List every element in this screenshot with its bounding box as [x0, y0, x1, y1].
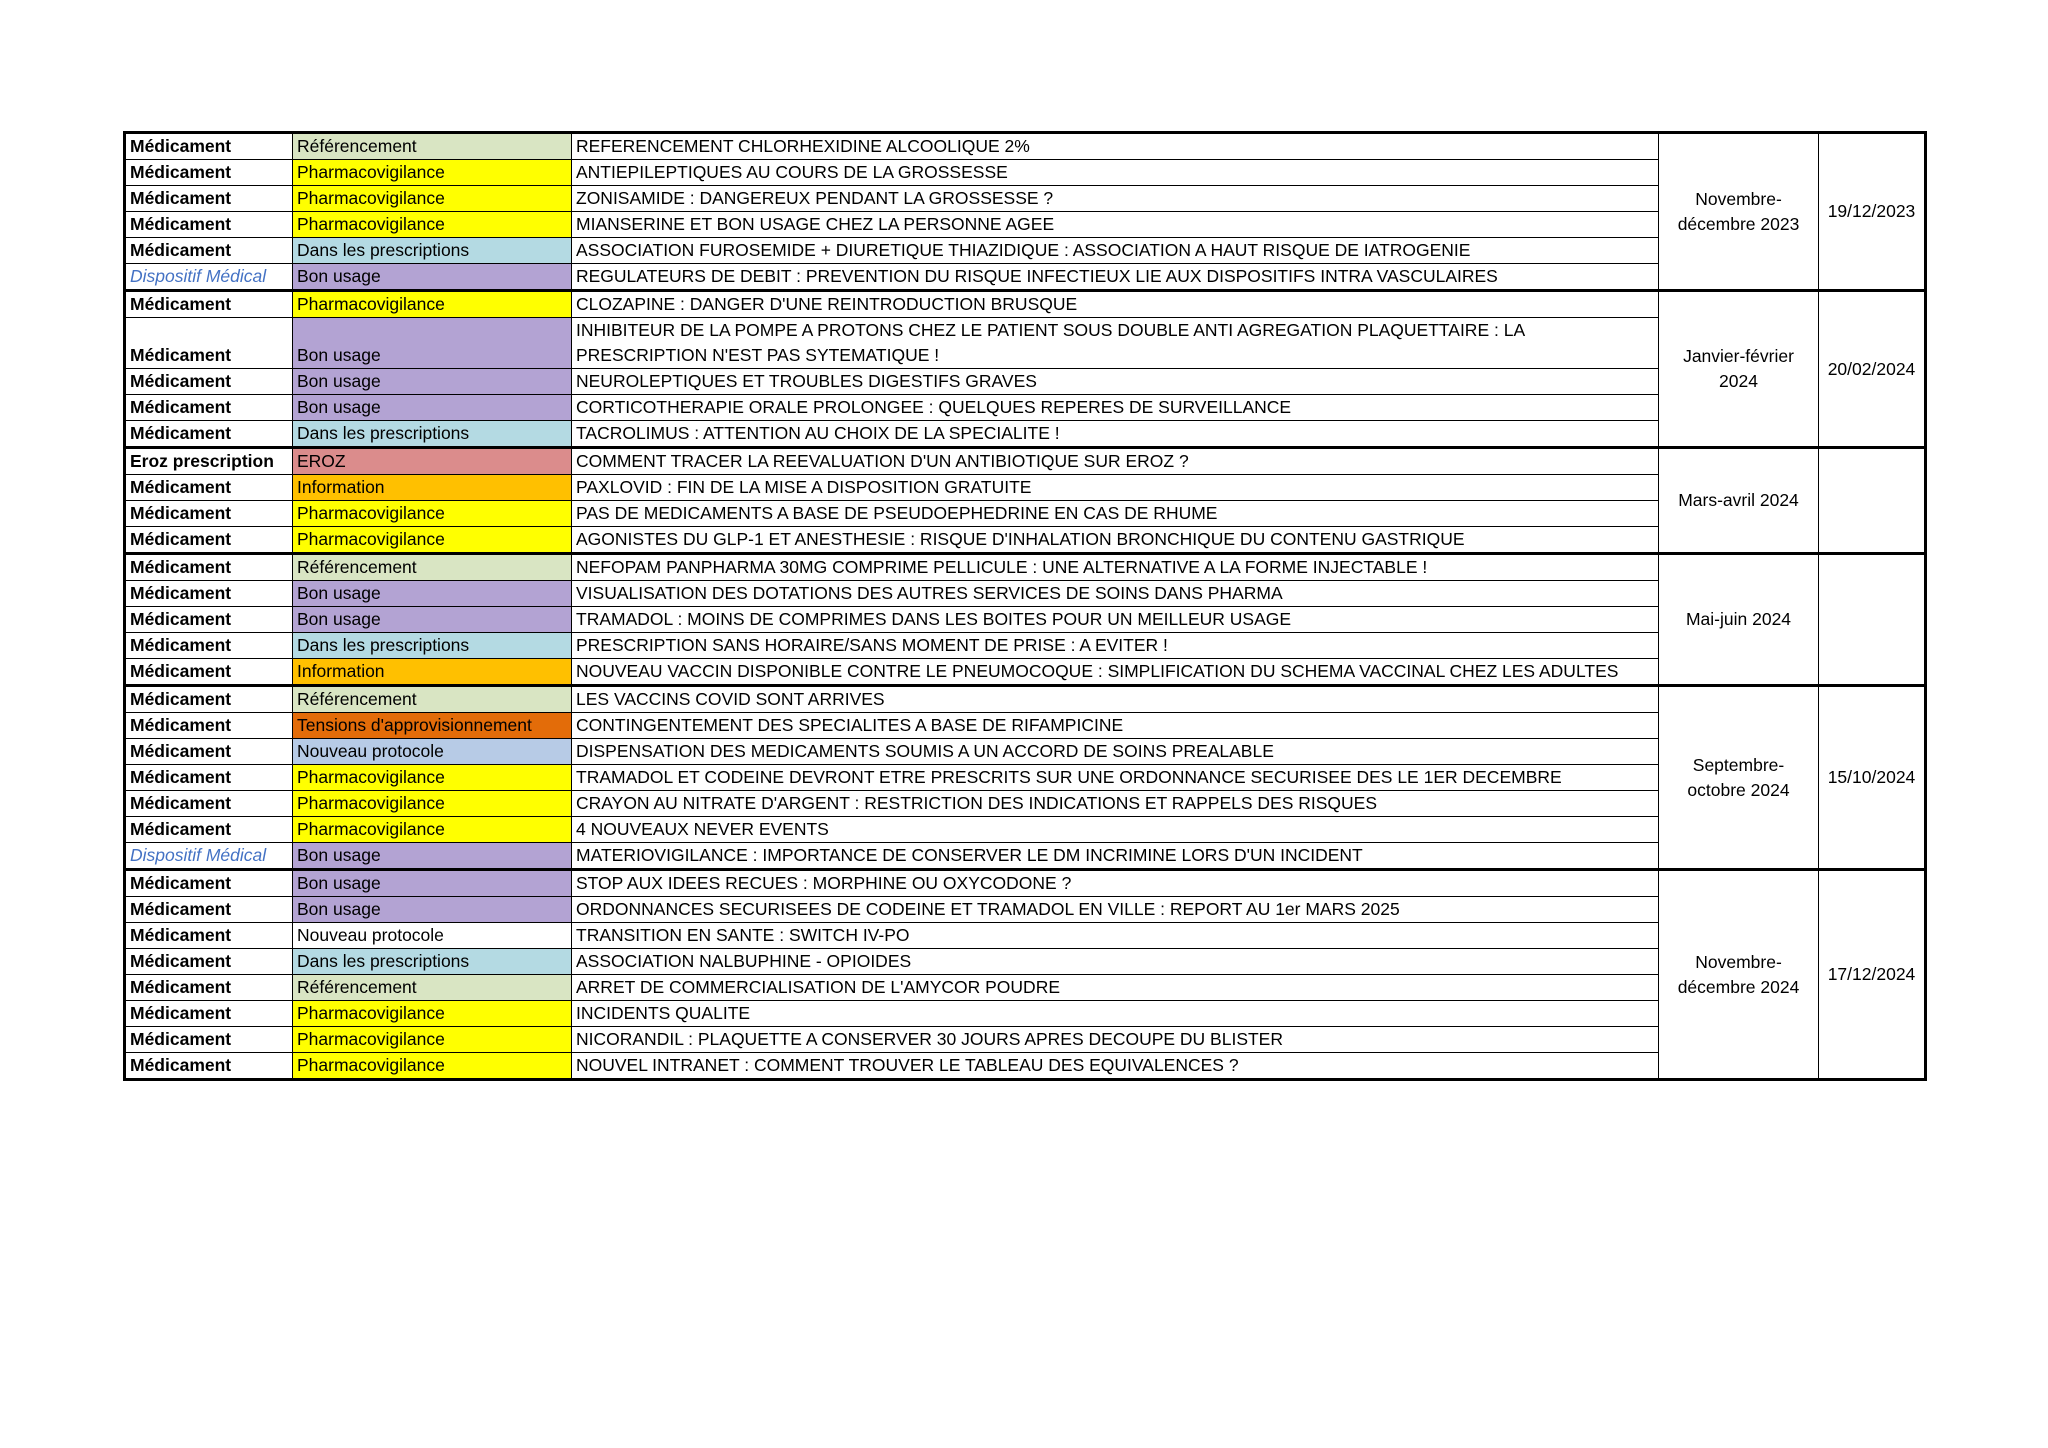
title-cell: INCIDENTS QUALITE — [572, 1001, 1659, 1027]
title-cell: AGONISTES DU GLP-1 ET ANESTHESIE : RISQUE D'INHALATION BRONCHIQUE DU CONTENU GASTRIQUE — [572, 527, 1659, 554]
table-row — [125, 318, 1926, 369]
type-cell: Médicament — [125, 791, 293, 817]
category-cell: Pharmacovigilance — [293, 791, 572, 817]
category-cell: Bon usage — [293, 395, 572, 421]
type-cell: Médicament — [125, 475, 293, 501]
title-cell: ASSOCIATION FUROSEMIDE + DIURETIQUE THIAZIDIQUE : ASSOCIATION A HAUT RISQUE DE IATROGENIE — [572, 238, 1659, 264]
category-cell: Pharmacovigilance — [293, 501, 572, 527]
table-row — [125, 238, 1926, 264]
category-cell: Bon usage — [293, 843, 572, 870]
category-cell: Bon usage — [293, 264, 572, 291]
category-cell: Pharmacovigilance — [293, 1053, 572, 1080]
type-cell: Médicament — [125, 949, 293, 975]
title-cell: TRAMADOL : MOINS DE COMPRIMES DANS LES BOITES POUR UN MEILLEUR USAGE — [572, 607, 1659, 633]
category-cell: Pharmacovigilance — [293, 291, 572, 318]
title-cell: INHIBITEUR DE LA POMPE A PROTONS CHEZ LE PATIENT SOUS DOUBLE ANTI AGREGATION PLAQUETTAIRE : LA PRESCRIPTION N'EST PAS SYTEMATIQUE ! — [572, 318, 1659, 369]
date-cell: 20/02/2024 — [1819, 291, 1926, 448]
type-cell: Médicament — [125, 659, 293, 686]
table-row — [125, 659, 1926, 686]
type-cell: Médicament — [125, 817, 293, 843]
table-row — [125, 1001, 1926, 1027]
table-row — [125, 949, 1926, 975]
table-row — [125, 160, 1926, 186]
table-row — [125, 1053, 1926, 1080]
type-cell: Médicament — [125, 212, 293, 238]
type-cell: Médicament — [125, 527, 293, 554]
type-cell: Médicament — [125, 238, 293, 264]
title-cell: NICORANDIL : PLAQUETTE A CONSERVER 30 JOURS APRES DECOUPE DU BLISTER — [572, 1027, 1659, 1053]
period-cell: Mars-avril 2024 — [1659, 448, 1819, 554]
date-cell — [1819, 448, 1926, 554]
type-cell: Eroz prescription — [125, 448, 293, 475]
table-row — [125, 1027, 1926, 1053]
title-cell: ANTIEPILEPTIQUES AU COURS DE LA GROSSESSE — [572, 160, 1659, 186]
category-cell: Nouveau protocole — [293, 739, 572, 765]
category-cell: Bon usage — [293, 581, 572, 607]
title-cell: MATERIOVIGILANCE : IMPORTANCE DE CONSERVER LE DM INCRIMINE LORS D'UN INCIDENT — [572, 843, 1659, 870]
type-cell: Médicament — [125, 765, 293, 791]
table-row — [125, 923, 1926, 949]
title-cell: STOP AUX IDEES RECUES : MORPHINE OU OXYCODONE ? — [572, 870, 1659, 897]
category-cell: Pharmacovigilance — [293, 1027, 572, 1053]
category-cell: Référencement — [293, 686, 572, 713]
period-cell: Janvier-février 2024 — [1659, 291, 1819, 448]
table-row — [125, 897, 1926, 923]
category-cell: Dans les prescriptions — [293, 949, 572, 975]
table-row — [125, 264, 1926, 291]
title-cell: VISUALISATION DES DOTATIONS DES AUTRES SERVICES DE SOINS DANS PHARMA — [572, 581, 1659, 607]
date-cell — [1819, 554, 1926, 686]
category-cell: Bon usage — [293, 870, 572, 897]
type-cell: Médicament — [125, 395, 293, 421]
table-row — [125, 791, 1926, 817]
title-cell: DISPENSATION DES MEDICAMENTS SOUMIS A UN ACCORD DE SOINS PREALABLE — [572, 739, 1659, 765]
category-cell: Bon usage — [293, 318, 572, 369]
table-row — [125, 739, 1926, 765]
title-cell: PRESCRIPTION SANS HORAIRE/SANS MOMENT DE PRISE : A EVITER ! — [572, 633, 1659, 659]
title-cell: LES VACCINS COVID SONT ARRIVES — [572, 686, 1659, 713]
table-row — [125, 212, 1926, 238]
table-row — [125, 633, 1926, 659]
title-cell: MIANSERINE ET BON USAGE CHEZ LA PERSONNE AGEE — [572, 212, 1659, 238]
table-row — [125, 527, 1926, 554]
table-row — [125, 686, 1926, 713]
table-row — [125, 581, 1926, 607]
type-cell: Médicament — [125, 897, 293, 923]
type-cell: Médicament — [125, 739, 293, 765]
type-cell: Médicament — [125, 291, 293, 318]
category-cell: Pharmacovigilance — [293, 527, 572, 554]
table-row — [125, 843, 1926, 870]
category-cell: Dans les prescriptions — [293, 421, 572, 448]
title-cell: ASSOCIATION NALBUPHINE - OPIOIDES — [572, 949, 1659, 975]
type-cell: Médicament — [125, 421, 293, 448]
category-cell: Pharmacovigilance — [293, 1001, 572, 1027]
period-cell: Novembre- décembre 2024 — [1659, 870, 1819, 1080]
table-row — [125, 765, 1926, 791]
category-cell: Nouveau protocole — [293, 923, 572, 949]
type-cell: Médicament — [125, 923, 293, 949]
title-cell: ARRET DE COMMERCIALISATION DE L'AMYCOR POUDRE — [572, 975, 1659, 1001]
category-cell: Pharmacovigilance — [293, 212, 572, 238]
type-cell: Médicament — [125, 318, 293, 369]
type-cell: Médicament — [125, 633, 293, 659]
title-cell: REFERENCEMENT CHLORHEXIDINE ALCOOLIQUE 2% — [572, 133, 1659, 160]
category-cell: Tensions d'approvisionnement — [293, 713, 572, 739]
period-cell: Novembre- décembre 2023 — [1659, 133, 1819, 291]
type-cell: Médicament — [125, 607, 293, 633]
title-cell: CONTINGENTEMENT DES SPECIALITES A BASE DE RIFAMPICINE — [572, 713, 1659, 739]
title-cell: CLOZAPINE : DANGER D'UNE REINTRODUCTION BRUSQUE — [572, 291, 1659, 318]
category-cell: Information — [293, 475, 572, 501]
type-cell: Médicament — [125, 186, 293, 212]
table-row — [125, 554, 1926, 581]
type-cell: Médicament — [125, 133, 293, 160]
type-cell: Médicament — [125, 160, 293, 186]
table-row — [125, 186, 1926, 212]
type-cell: Médicament — [125, 501, 293, 527]
title-cell: TRANSITION EN SANTE : SWITCH IV-PO — [572, 923, 1659, 949]
table-row — [125, 870, 1926, 897]
title-cell: TRAMADOL ET CODEINE DEVRONT ETRE PRESCRITS SUR UNE ORDONNANCE SECURISEE DES LE 1ER DECEMBRE — [572, 765, 1659, 791]
title-cell: COMMENT TRACER LA REEVALUATION D'UN ANTIBIOTIQUE SUR EROZ ? — [572, 448, 1659, 475]
title-cell: NOUVEL INTRANET : COMMENT TROUVER LE TABLEAU DES EQUIVALENCES ? — [572, 1053, 1659, 1080]
category-cell: Dans les prescriptions — [293, 238, 572, 264]
type-cell: Médicament — [125, 1001, 293, 1027]
type-cell: Médicament — [125, 554, 293, 581]
title-cell: 4 NOUVEAUX NEVER EVENTS — [572, 817, 1659, 843]
category-cell: Pharmacovigilance — [293, 186, 572, 212]
title-cell: NOUVEAU VACCIN DISPONIBLE CONTRE LE PNEUMOCOQUE : SIMPLIFICATION DU SCHEMA VACCINAL CHEZ LES ADULTES — [572, 659, 1659, 686]
title-cell: CRAYON AU NITRATE D'ARGENT : RESTRICTION DES INDICATIONS ET RAPPELS DES RISQUES — [572, 791, 1659, 817]
category-cell: Bon usage — [293, 369, 572, 395]
date-cell: 15/10/2024 — [1819, 686, 1926, 870]
table-row — [125, 421, 1926, 448]
date-cell: 19/12/2023 — [1819, 133, 1926, 291]
title-cell: PAS DE MEDICAMENTS A BASE DE PSEUDOEPHEDRINE EN CAS DE RHUME — [572, 501, 1659, 527]
type-cell: Dispositif Médical — [125, 843, 293, 870]
table-row — [125, 817, 1926, 843]
type-cell: Médicament — [125, 1053, 293, 1080]
category-cell: Référencement — [293, 975, 572, 1001]
category-cell: Information — [293, 659, 572, 686]
table-row — [125, 291, 1926, 318]
newsletter-topics-table — [123, 131, 1927, 1081]
title-cell: NEUROLEPTIQUES ET TROUBLES DIGESTIFS GRAVES — [572, 369, 1659, 395]
table-row — [125, 475, 1926, 501]
title-cell: REGULATEURS DE DEBIT : PREVENTION DU RISQUE INFECTIEUX LIE AUX DISPOSITIFS INTRA VASCULAIRES — [572, 264, 1659, 291]
table-body — [125, 133, 1926, 1080]
type-cell: Médicament — [125, 713, 293, 739]
type-cell: Médicament — [125, 975, 293, 1001]
table-row — [125, 448, 1926, 475]
type-cell: Médicament — [125, 581, 293, 607]
type-cell: Médicament — [125, 1027, 293, 1053]
table-row — [125, 607, 1926, 633]
period-cell: Mai-juin 2024 — [1659, 554, 1819, 686]
category-cell: Référencement — [293, 554, 572, 581]
table-row — [125, 501, 1926, 527]
category-cell: EROZ — [293, 448, 572, 475]
table-row — [125, 395, 1926, 421]
table-row — [125, 133, 1926, 160]
title-cell: ZONISAMIDE : DANGEREUX PENDANT LA GROSSESSE ? — [572, 186, 1659, 212]
category-cell: Pharmacovigilance — [293, 817, 572, 843]
title-cell: ORDONNANCES SECURISEES DE CODEINE ET TRAMADOL EN VILLE : REPORT AU 1er MARS 2025 — [572, 897, 1659, 923]
title-cell: PAXLOVID : FIN DE LA MISE A DISPOSITION GRATUITE — [572, 475, 1659, 501]
table-row — [125, 713, 1926, 739]
type-cell: Dispositif Médical — [125, 264, 293, 291]
table-row — [125, 369, 1926, 395]
category-cell: Pharmacovigilance — [293, 160, 572, 186]
table-row — [125, 975, 1926, 1001]
title-cell: TACROLIMUS : ATTENTION AU CHOIX DE LA SPECIALITE ! — [572, 421, 1659, 448]
type-cell: Médicament — [125, 686, 293, 713]
period-cell: Septembre- octobre 2024 — [1659, 686, 1819, 870]
category-cell: Pharmacovigilance — [293, 765, 572, 791]
title-cell: NEFOPAM PANPHARMA 30MG COMPRIME PELLICULE : UNE ALTERNATIVE A LA FORME INJECTABLE ! — [572, 554, 1659, 581]
date-cell: 17/12/2024 — [1819, 870, 1926, 1080]
category-cell: Dans les prescriptions — [293, 633, 572, 659]
category-cell: Bon usage — [293, 607, 572, 633]
category-cell: Référencement — [293, 133, 572, 160]
type-cell: Médicament — [125, 369, 293, 395]
category-cell: Bon usage — [293, 897, 572, 923]
type-cell: Médicament — [125, 870, 293, 897]
title-cell: CORTICOTHERAPIE ORALE PROLONGEE : QUELQUES REPERES DE SURVEILLANCE — [572, 395, 1659, 421]
